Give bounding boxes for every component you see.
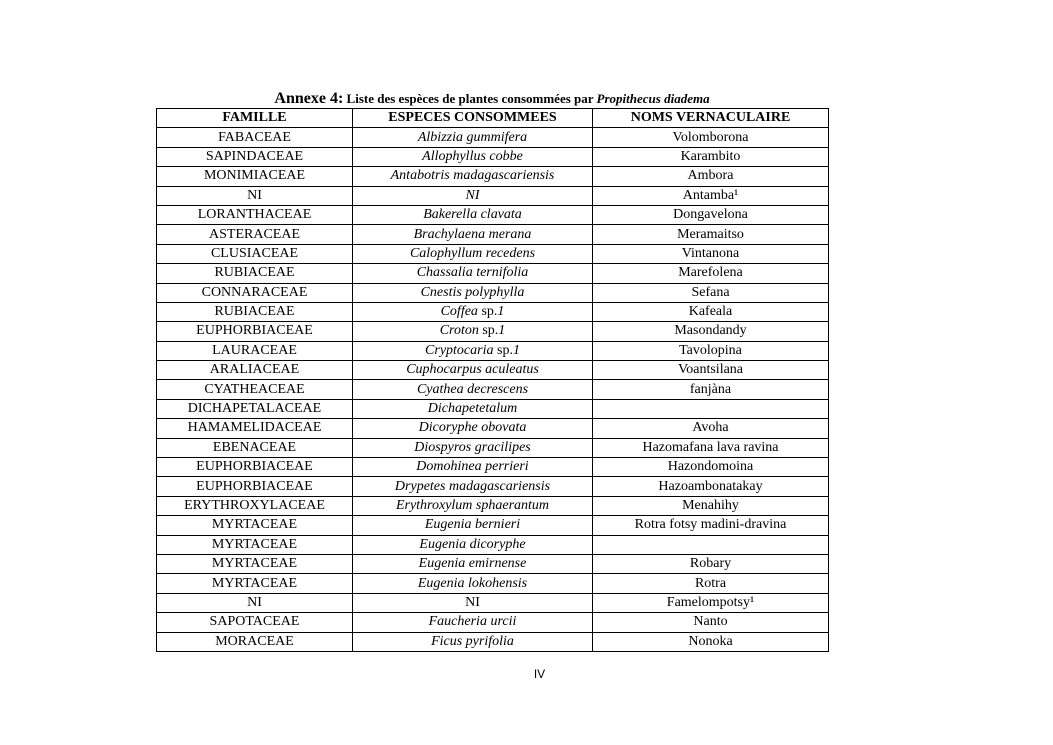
espece-text-part: Calophyllum recedens: [409, 245, 536, 261]
espece-text-part: Ficus pyrifolia: [431, 633, 514, 649]
cell-famille: CLUSIACEAE: [157, 244, 353, 263]
table-row: [157, 147, 829, 166]
cell-espece: [353, 574, 593, 593]
table-row: [157, 302, 829, 321]
espece-text-part: Brachylaena merana: [413, 226, 532, 242]
caption-text: Liste des espèces de plantes consommées par: [343, 91, 597, 106]
table-row: [157, 613, 829, 632]
cell-famille: NI: [157, 593, 353, 612]
header-famille: FAMILLE: [157, 109, 353, 128]
cell-famille: SAPOTACEAE: [157, 613, 353, 632]
table-row: [157, 554, 829, 573]
cell-nom-vernaculaire: Hazomafana lava ravina: [593, 438, 829, 457]
espece-text-part: Cuphocarpus aculeatus: [406, 362, 539, 378]
espece-text-part: Domohinea perrieri: [416, 459, 529, 475]
table-row: [157, 167, 829, 186]
table-row: [157, 380, 829, 399]
species-table: [156, 108, 829, 652]
cell-espece: [353, 535, 593, 554]
header-noms-vernaculaire: NOMS VERNACULAIRE: [593, 109, 829, 128]
cell-espece: [353, 167, 593, 186]
table-row: [157, 632, 829, 651]
cell-nom-vernaculaire: Antamba¹: [593, 186, 829, 205]
cell-nom-vernaculaire: Ambora: [593, 167, 829, 186]
cell-famille: EBENACEAE: [157, 438, 353, 457]
cell-espece: [353, 147, 593, 166]
espece-text-part: NI: [465, 594, 480, 610]
cell-espece: [353, 613, 593, 632]
espece-text-part: Allophyllus cobbe: [422, 148, 523, 164]
cell-famille: LORANTHACEAE: [157, 205, 353, 224]
cell-espece: [353, 438, 593, 457]
header-especes: ESPECES CONSOMMEES: [353, 109, 593, 128]
cell-famille: MYRTACEAE: [157, 535, 353, 554]
cell-espece: [353, 205, 593, 224]
espece-text-part: Albizzia gummifera: [417, 129, 528, 145]
espece-text-part: Croton: [439, 323, 479, 339]
cell-famille: CYATHEACEAE: [157, 380, 353, 399]
table-header-row: [157, 109, 829, 128]
table-row: [157, 264, 829, 283]
cell-nom-vernaculaire: Meramaitso: [593, 225, 829, 244]
cell-famille: MYRTACEAE: [157, 516, 353, 535]
cell-famille: EUPHORBIACEAE: [157, 322, 353, 341]
table-row: [157, 128, 829, 147]
table-row: [157, 419, 829, 438]
table-row: [157, 225, 829, 244]
table-row: [157, 593, 829, 612]
table-row: [157, 186, 829, 205]
table-row: [157, 574, 829, 593]
cell-famille: MORACEAE: [157, 632, 353, 651]
espece-text-part: Dicoryphe obovata: [418, 420, 527, 436]
cell-nom-vernaculaire: Masondandy: [593, 322, 829, 341]
cell-espece: [353, 380, 593, 399]
espece-text-part: sp.: [478, 323, 499, 339]
cell-nom-vernaculaire: Voantsilana: [593, 361, 829, 380]
cell-nom-vernaculaire: Robary: [593, 554, 829, 573]
cell-nom-vernaculaire: Dongavelona: [593, 205, 829, 224]
cell-espece: [353, 128, 593, 147]
cell-espece: [353, 458, 593, 477]
cell-espece: [353, 477, 593, 496]
table-row: [157, 283, 829, 302]
table-row: [157, 399, 829, 418]
cell-espece: [353, 554, 593, 573]
cell-espece: [353, 302, 593, 321]
cell-nom-vernaculaire: Famelompotsy¹: [593, 593, 829, 612]
cell-famille: FABACEAE: [157, 128, 353, 147]
cell-nom-vernaculaire: Volomborona: [593, 128, 829, 147]
table-row: [157, 205, 829, 224]
cell-famille: SAPINDACEAE: [157, 147, 353, 166]
cell-famille: ARALIACEAE: [157, 361, 353, 380]
cell-nom-vernaculaire: Avoha: [593, 419, 829, 438]
espece-text-part: Antabotris madagascariensis: [390, 168, 555, 184]
cell-famille: RUBIACEAE: [157, 302, 353, 321]
cell-famille: MYRTACEAE: [157, 574, 353, 593]
cell-famille: HAMAMELIDACEAE: [157, 419, 353, 438]
cell-famille: DICHAPETALACEAE: [157, 399, 353, 418]
espece-text-part: 1: [512, 342, 520, 358]
table-body: [157, 128, 829, 652]
cell-nom-vernaculaire: Nanto: [593, 613, 829, 632]
espece-text-part: Erythroxylum sphaerantum: [395, 498, 550, 513]
cell-espece: [353, 264, 593, 283]
espece-text-part: Eugenia bernieri: [424, 517, 521, 533]
cell-espece: [353, 593, 593, 612]
espece-text-part: Dichapetetalum: [427, 401, 518, 417]
cell-espece: [353, 225, 593, 244]
espece-text-part: Coffea: [440, 304, 478, 320]
table-row: [157, 535, 829, 554]
cell-nom-vernaculaire: [593, 399, 829, 418]
espece-text-part: Cyathea decrescens: [416, 381, 529, 397]
cell-espece: [353, 244, 593, 263]
table-row: [157, 516, 829, 535]
cell-espece: [353, 419, 593, 438]
cell-nom-vernaculaire: Hazoambonatakay: [593, 477, 829, 496]
espece-text-part: Faucheria urcii: [428, 614, 517, 630]
cell-nom-vernaculaire: Rotra: [593, 574, 829, 593]
cell-nom-vernaculaire: fanjàna: [593, 380, 829, 399]
cell-espece: [353, 399, 593, 418]
table-row: [157, 244, 829, 263]
table-row: [157, 361, 829, 380]
espece-text-part: Diospyros gracilipes: [414, 439, 531, 455]
espece-text-part: sp.: [477, 304, 498, 320]
cell-famille: ASTERACEAE: [157, 225, 353, 244]
cell-famille: EUPHORBIACEAE: [157, 458, 353, 477]
cell-famille: ERYTHROXYLACEAE: [157, 496, 353, 515]
table-row: [157, 458, 829, 477]
espece-text-part: Chassalia ternifolia: [416, 265, 529, 281]
cell-nom-vernaculaire: Karambito: [593, 147, 829, 166]
cell-nom-vernaculaire: Rotra fotsy madini-dravina: [593, 516, 829, 535]
cell-nom-vernaculaire: Nonoka: [593, 632, 829, 651]
table-row: [157, 477, 829, 496]
cell-famille: LAURACEAE: [157, 341, 353, 360]
cell-espece: [353, 322, 593, 341]
cell-espece: [353, 186, 593, 205]
cell-nom-vernaculaire: Tavolopina: [593, 341, 829, 360]
cell-espece: [353, 496, 593, 515]
cell-famille: NI: [157, 186, 353, 205]
espece-text-part: 1: [497, 304, 505, 320]
espece-text-part: Eugenia emirnense: [418, 556, 527, 572]
cell-espece: [353, 283, 593, 302]
espece-text-part: Eugenia lokohensis: [417, 575, 528, 591]
cell-nom-vernaculaire: Sefana: [593, 283, 829, 302]
espece-text-part: NI: [465, 187, 480, 203]
cell-nom-vernaculaire: Vintanona: [593, 244, 829, 263]
espece-text-part: 1: [498, 323, 506, 339]
table-row: [157, 322, 829, 341]
cell-nom-vernaculaire: Menahihy: [593, 496, 829, 515]
caption-label: Annexe 4:: [274, 90, 344, 107]
espece-text-part: sp.: [493, 342, 513, 358]
cell-famille: CONNARACEAE: [157, 283, 353, 302]
cell-espece: [353, 632, 593, 651]
cell-nom-vernaculaire: Marefolena: [593, 264, 829, 283]
espece-text-part: Cnestis polyphylla: [420, 284, 525, 300]
cell-espece: [353, 341, 593, 360]
cell-espece: [353, 361, 593, 380]
espece-text-part: Eugenia dicoryphe: [419, 536, 526, 552]
page-number: IV: [533, 667, 546, 681]
espece-text-part: Bakerella clavata: [423, 207, 522, 223]
cell-nom-vernaculaire: Hazondomoina: [593, 458, 829, 477]
table-row: [157, 438, 829, 457]
cell-nom-vernaculaire: [593, 535, 829, 554]
espece-text-part: Drypetes madagascariensis: [394, 478, 551, 494]
caption-species: Propithecus diadema: [596, 91, 710, 106]
cell-famille: RUBIACEAE: [157, 264, 353, 283]
cell-espece: [353, 516, 593, 535]
table-caption: [156, 89, 828, 109]
cell-famille: MYRTACEAE: [157, 554, 353, 573]
cell-famille: EUPHORBIACEAE: [157, 477, 353, 496]
espece-text-part: Cryptocaria: [425, 342, 494, 358]
table-row: [157, 496, 829, 515]
cell-nom-vernaculaire: Kafeala: [593, 302, 829, 321]
table-row: [157, 341, 829, 360]
cell-famille: MONIMIACEAE: [157, 167, 353, 186]
